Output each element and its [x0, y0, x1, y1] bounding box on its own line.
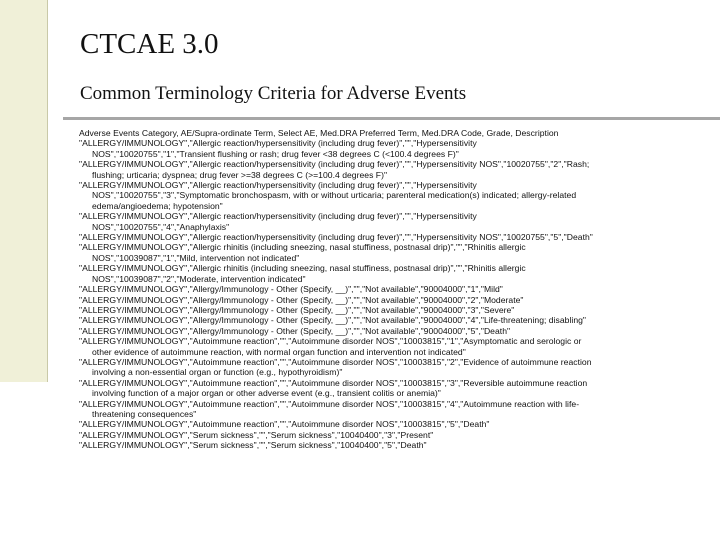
slide-subtitle: Common Terminology Criteria for Adverse Events [80, 83, 467, 104]
csv-continuation-line: edema/angioedema; hypotension" [92, 200, 223, 211]
csv-continuation-line: NOS","10020755","1","Transient flushing or rash; drug fever <38 degrees C (<100.4 degrees F)" [92, 148, 459, 159]
csv-record-line: "ALLERGY/IMMUNOLOGY","Allergic rhinitis (including sneezing, nasal stuffiness, postnasal drip)","","Rhinitis allergic [79, 263, 526, 274]
csv-record-line: "ALLERGY/IMMUNOLOGY","Serum sickness","","Serum sickness","10040400","5","Death" [79, 440, 427, 451]
csv-record-line: "ALLERGY/IMMUNOLOGY","Autoimmune reaction","","Autoimmune disorder NOS","10003815","4","Autoimmune reaction with life- [79, 398, 580, 409]
csv-record-line: "ALLERGY/IMMUNOLOGY","Autoimmune reaction","","Autoimmune disorder NOS","10003815","5","Death" [79, 419, 490, 430]
csv-record-line: "ALLERGY/IMMUNOLOGY","Allergic reaction/hypersensitivity (including drug fever)","","Hypersensitivity NOS","10020755","5","Death" [79, 232, 593, 243]
csv-record-line: Adverse Events Category, AE/Supra-ordinate Term, Select AE, Med.DRA Preferred Term, Med.DRA Code, Grade, Description [79, 128, 559, 138]
csv-text-block [79, 128, 715, 451]
csv-record-line: "ALLERGY/IMMUNOLOGY","Autoimmune reaction","","Autoimmune disorder NOS","10003815","2","Evidence of autoimmune reaction [79, 356, 592, 367]
csv-record-line: "ALLERGY/IMMUNOLOGY","Autoimmune reaction","","Autoimmune disorder NOS","10003815","1","Asymptomatic and serologic or [79, 336, 582, 347]
csv-continuation-line: involving function of a major organ or other adverse event (e.g., transient colitis or anemia)" [92, 388, 441, 399]
csv-record-line: "ALLERGY/IMMUNOLOGY","Allergic reaction/hypersensitivity (including drug fever)","","Hypersensitivity [79, 138, 477, 149]
csv-continuation-line: flushing; urticaria; dyspnea; drug fever >=38 degrees C (>=100.4 degrees F)" [92, 169, 388, 180]
csv-record-line: "ALLERGY/IMMUNOLOGY","Autoimmune reaction","","Autoimmune disorder NOS","10003815","3","Reversible autoimmune reaction [79, 377, 588, 388]
csv-continuation-line: threatening consequences" [92, 408, 197, 419]
csv-record-line: "ALLERGY/IMMUNOLOGY","Allergy/Immunology - Other (Specify, __)","","Not available","90004000","2","Moderate" [79, 294, 524, 305]
csv-record-line: "ALLERGY/IMMUNOLOGY","Serum sickness","","Serum sickness","10040400","3","Present" [79, 429, 434, 440]
csv-record-line: "ALLERGY/IMMUNOLOGY","Allergy/Immunology - Other (Specify, __)","","Not available","90004000","4","Life-threatening; disabling" [79, 315, 586, 326]
csv-continuation-line: other evidence of autoimmune reaction, with normal organ function and intervention not indicated" [92, 346, 466, 357]
side-decoration-band [0, 0, 47, 382]
csv-continuation-line: NOS","10020755","3","Symptomatic bronchospasm, with or without urticaria; parenteral medication(s) indicated; allergy-related [92, 190, 577, 201]
title-divider [63, 117, 720, 120]
csv-continuation-line: involving a non-essential organ or function (e.g., hypothyroidism)" [92, 367, 343, 378]
csv-record-line: "ALLERGY/IMMUNOLOGY","Allergy/Immunology - Other (Specify, __)","","Not available","90004000","3","Severe" [79, 304, 515, 315]
csv-record-line: "ALLERGY/IMMUNOLOGY","Allergic reaction/hypersensitivity (including drug fever)","","Hypersensitivity [79, 211, 477, 222]
csv-record-line: "ALLERGY/IMMUNOLOGY","Allergic reaction/hypersensitivity (including drug fever)","","Hypersensitivity [79, 180, 477, 191]
side-decoration-rule [47, 0, 48, 382]
slide-title: CTCAE 3.0 [80, 28, 219, 60]
csv-continuation-line: NOS","10039087","2","Moderate, intervention indicated" [92, 273, 306, 284]
csv-continuation-line: NOS","10039087","1","Mild, intervention not indicated" [92, 252, 300, 263]
csv-continuation-line: NOS","10020755","4","Anaphylaxis" [92, 221, 230, 232]
csv-record-line: "ALLERGY/IMMUNOLOGY","Allergy/Immunology - Other (Specify, __)","","Not available","90004000","5","Death" [79, 325, 511, 336]
csv-record-line: "ALLERGY/IMMUNOLOGY","Allergic reaction/hypersensitivity (including drug fever)","","Hypersensitivity NOS","10020755","2","Rash; [79, 159, 590, 170]
csv-record-line: "ALLERGY/IMMUNOLOGY","Allergy/Immunology - Other (Specify, __)","","Not available","90004000","1","Mild" [79, 284, 503, 295]
csv-record-line: "ALLERGY/IMMUNOLOGY","Allergic rhinitis (including sneezing, nasal stuffiness, postnasal drip)","","Rhinitis allergic [79, 242, 526, 253]
